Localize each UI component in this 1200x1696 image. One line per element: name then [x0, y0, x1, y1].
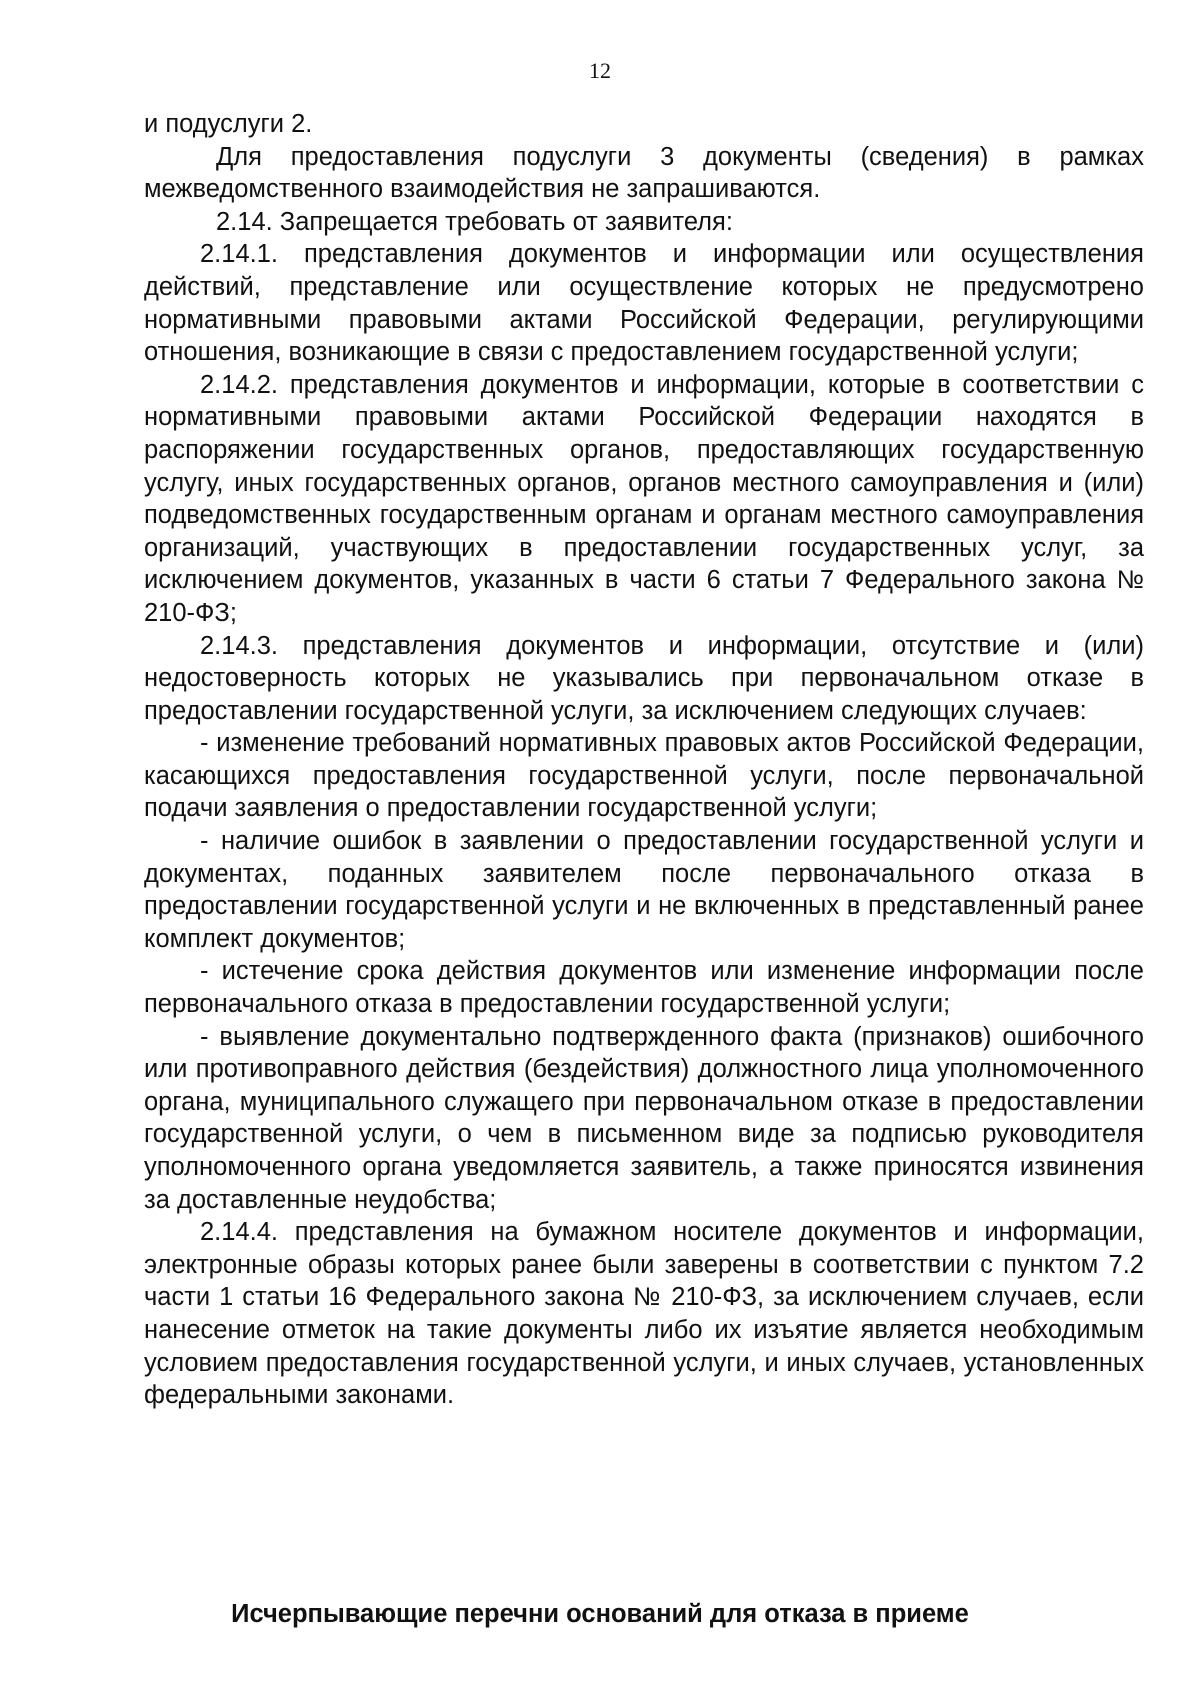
section-heading: Исчерпывающие перечни оснований для отказа в приеме	[231, 1600, 969, 1628]
clause-heading: 2.14. Запрещается требовать от заявителя:	[216, 207, 733, 236]
clause-2-14-4: 2.14.4. представления на бумажном носителе документов и информации, электронные образы которых ранее были заверены в соответствии с пунктом 7.2 части 1 статьи 16 Федерального закона № 210-ФЗ, за исключением случаев, если нанесение отметок на такие документы либо их изъятие является необходимым условием предоставления государственной услуги, и иных случаев, установленных федеральными законами.	[144, 1218, 1144, 1410]
paragraph: Для предоставления подуслуги 3 документы (сведения) в рамках межведомственного взаимодействия не запрашиваются.	[144, 142, 1144, 204]
paragraph: и подуслуги 2.	[144, 110, 313, 138]
list-item: - наличие ошибок в заявлении о предоставлении государственной услуги и документах, поданных заявителем после первоначального отказа в предоставлении государственной услуги и не включенных в представленный ранее комплект документов;	[144, 827, 1144, 953]
page-number: 12	[589, 58, 611, 83]
clause-2-14-3: 2.14.3. представления документов и информации, отсутствие и (или) недостоверность которых не указывались при первоначальном отказе в предоставлении государственной услуги, за исключением следующих случаев:	[144, 631, 1144, 725]
document-body	[144, 108, 1144, 1412]
list-item: - изменение требований нормативных правовых актов Российской Федерации, касающихся предоставления государственной услуги, после первоначальной подачи заявления о предоставлении государственной услуги;	[144, 729, 1144, 823]
list-item: - истечение срока действия документов или изменение информации после первоначального отказа в предоставлении государственной услуги;	[144, 957, 1144, 1019]
clause-2-14-1: 2.14.1. представления документов и информации или осуществления действий, представление или осуществление которых не предусмотрено нормативными правовыми актами Российской Федерации, регулирующими отношения, возникающие в связи с предоставлением государственной услуги;	[144, 240, 1144, 367]
list-item: - выявление документально подтвержденного факта (признаков) ошибочного или противоправного действия (бездействия) должностного лица уполномоченного органа, муниципального служащего при первоначальном отказе в предоставлении государственной услуги, о чем в письменном виде за подписью руководителя уполномоченного органа уведомляется заявитель, а также приносятся извинения за доставленные неудобства;	[144, 1022, 1144, 1214]
clause-2-14-2: 2.14.2. представления документов и информации, которые в соответствии с нормативными правовыми актами Российской Федерации находятся в распоряжении государственных органов, предоставляющих государственную услугу, иных государственных органов, органов местного самоуправления и (или) подведомственных государственным органам и органам местного самоуправления организаций, участвующих в предоставлении государственных услуг, за исключением документов, указанных в части 6 статьи 7 Федерального закона № 210-ФЗ;	[144, 370, 1144, 627]
